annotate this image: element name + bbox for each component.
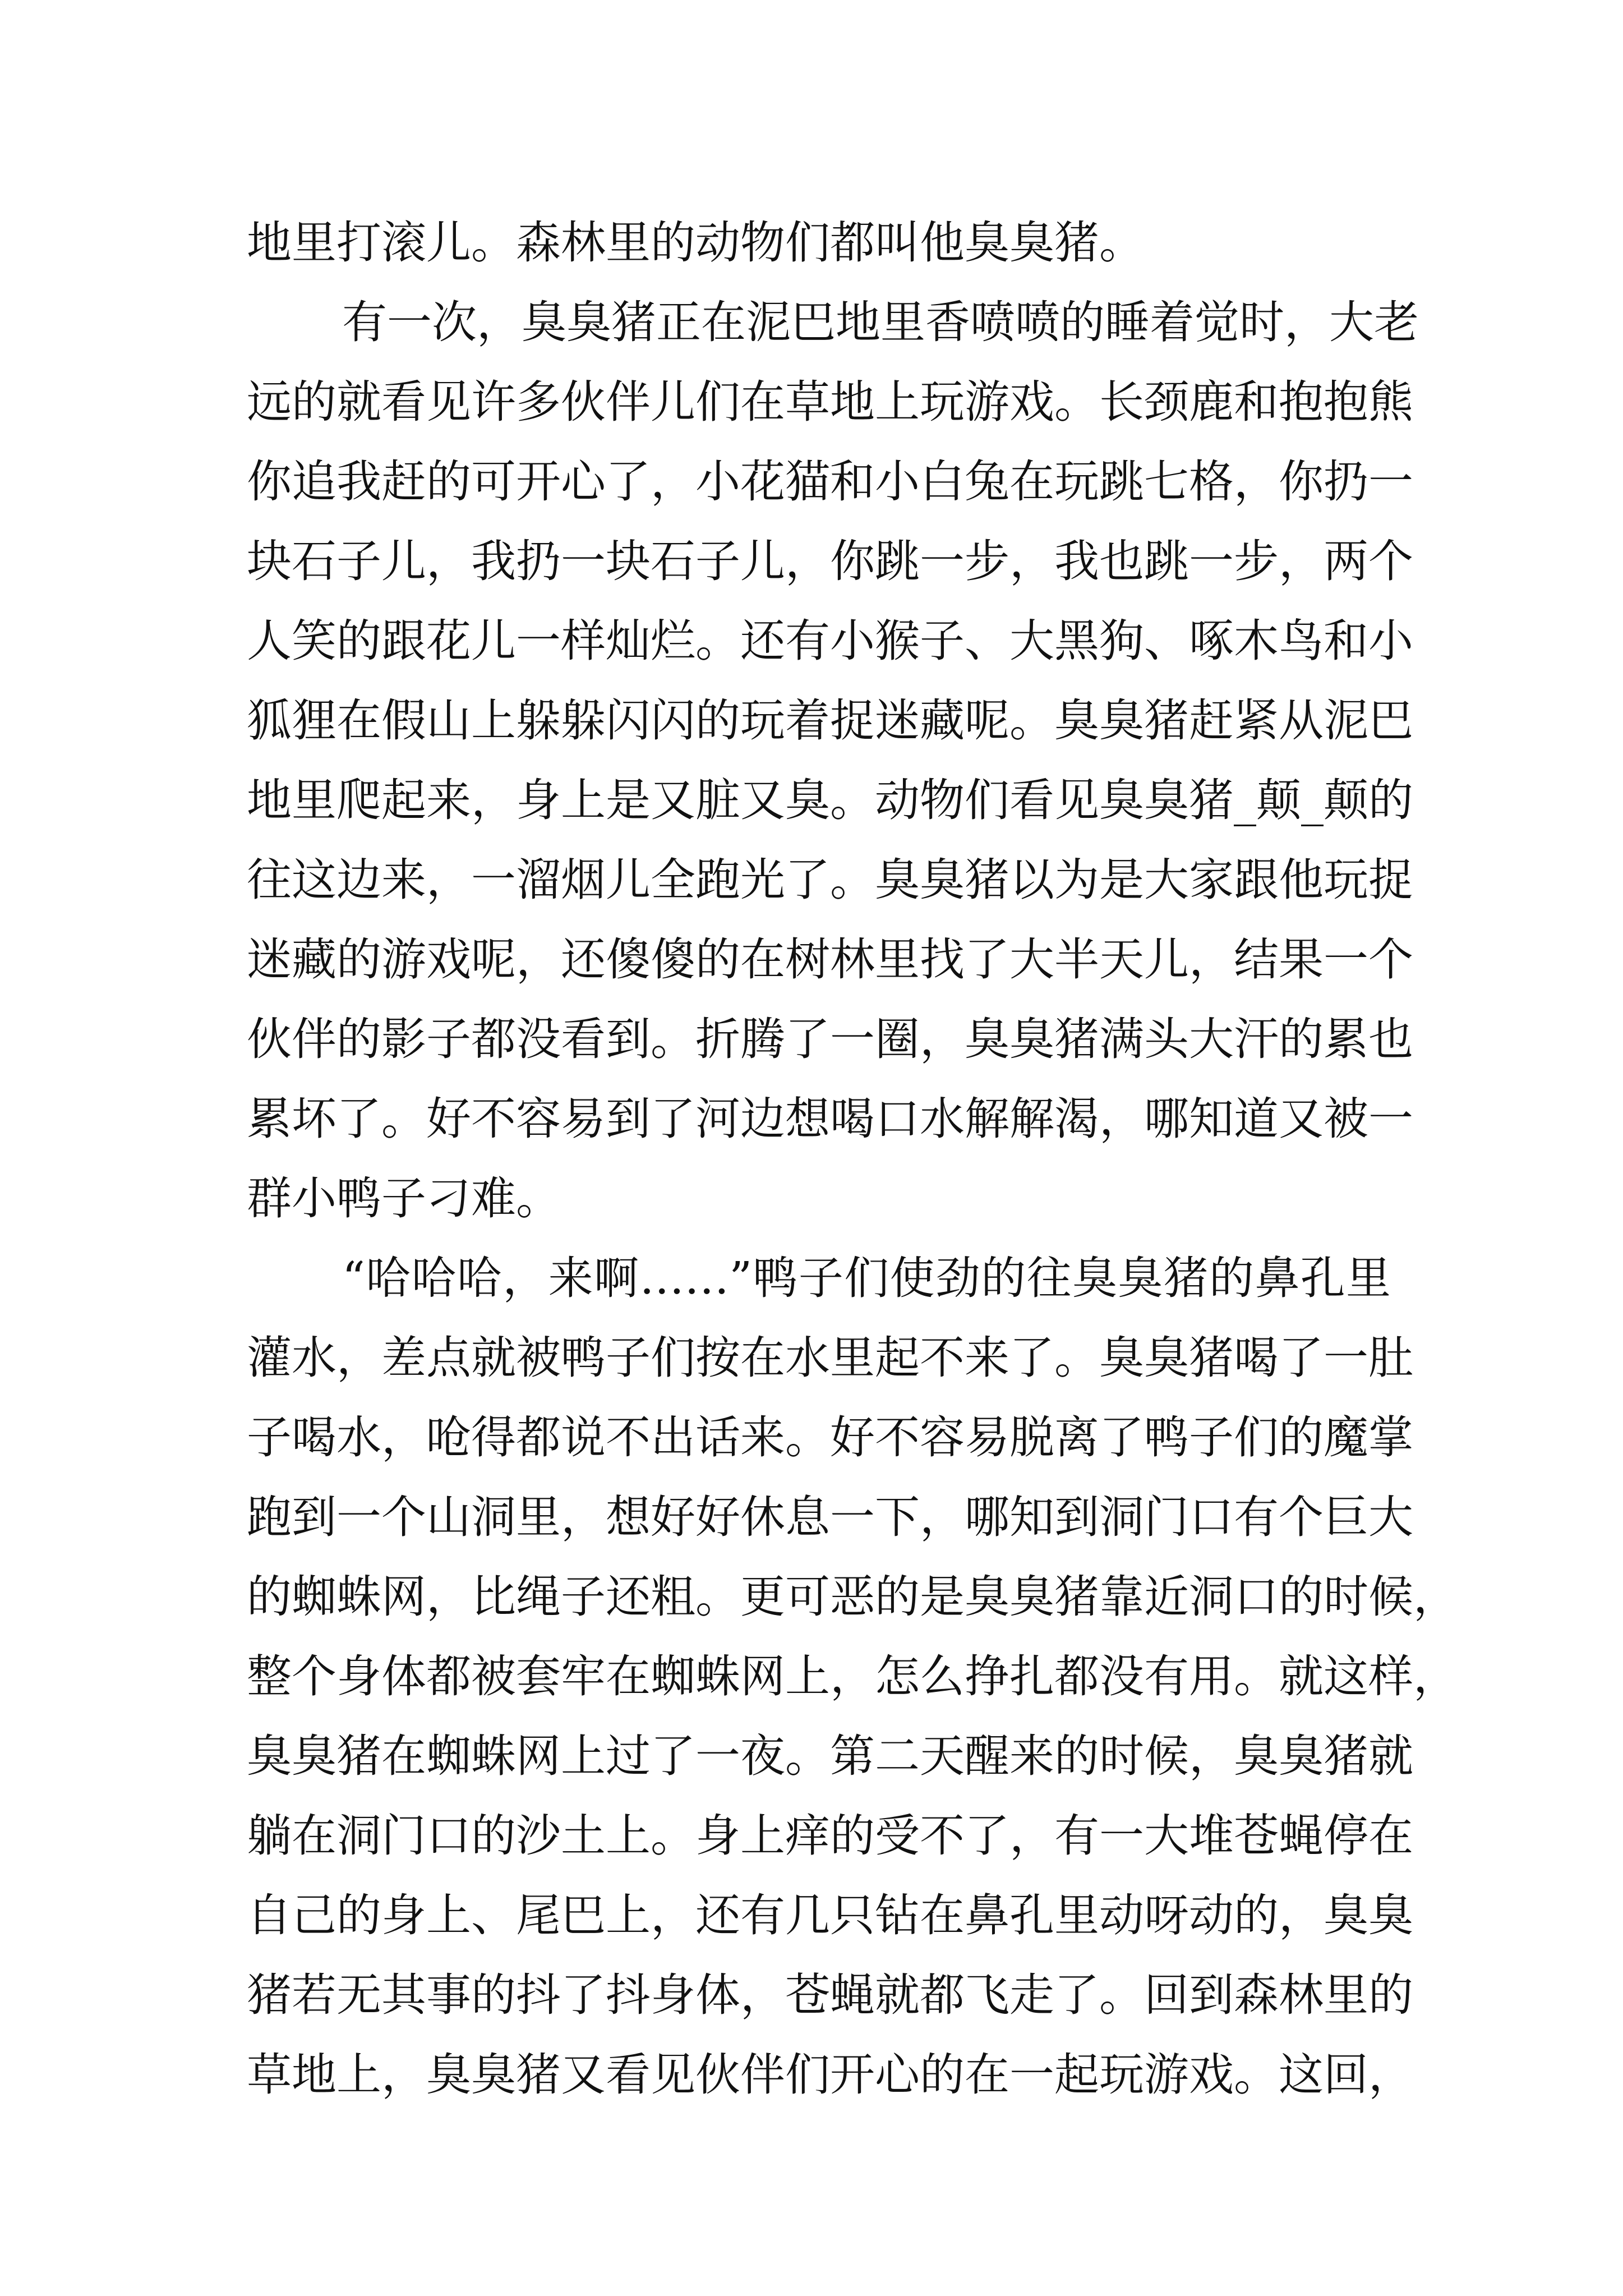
- text-line: 躺在洞门口的沙土上。身上痒的受不了，有一大堆苍蝇停在: [247, 1810, 1413, 1862]
- text-line: 臭臭猪在蜘蛛网上过了一夜。第二天醒来的时候，臭臭猪就: [247, 1730, 1413, 1782]
- text-line: 远的就看见许多伙伴儿们在草地上玩游戏。长颈鹿和抱抱熊: [247, 376, 1413, 428]
- text-line: 累坏了。好不容易到了河边想喝口水解解渴，哪知道又被一: [247, 1093, 1413, 1145]
- text-line: 有一次，臭臭猪正在泥巴地里香喷喷的睡着觉时，大老: [342, 296, 1419, 348]
- text-line: 猪若无其事的抖了抖身体，苍蝇就都飞走了。回到森林里的: [247, 1969, 1413, 2021]
- body-text: [247, 203, 1458, 2115]
- text-line: “哈哈哈，来啊……”鸭子们使劲的往臭臭猪的鼻孔里: [342, 1252, 1391, 1304]
- text-line: 块石子儿，我扔一块石子儿，你跳一步，我也跳一步，两个: [247, 535, 1413, 587]
- text-line: 狐狸在假山上躲躲闪闪的玩着捉迷藏呢。臭臭猪赶紧从泥巴: [247, 694, 1413, 747]
- text-line: 整个身体都被套牢在蜘蛛网上，怎么挣扎都没有用。就这样，: [247, 1650, 1458, 1703]
- text-line: 子喝水，呛得都说不出话来。好不容易脱离了鸭子们的魔掌: [247, 1411, 1413, 1464]
- text-line: 草地上，臭臭猪又看见伙伴们开心的在一起玩游戏。这回，: [247, 2049, 1413, 2101]
- text-line: 的蜘蛛网，比绳子还粗。更可恶的是臭臭猪靠近洞口的时候，: [247, 1571, 1458, 1623]
- text-line: 灌水，差点就被鸭子们按在水里起不来了。臭臭猪喝了一肚: [247, 1332, 1413, 1384]
- text-line: 地里打滚儿。森林里的动物们都叫他臭臭猪。: [247, 217, 1144, 269]
- text-line: 往这边来，一溜烟儿全跑光了。臭臭猪以为是大家跟他玩捉: [247, 854, 1413, 906]
- text-line: 地里爬起来，身上是又脏又臭。动物们看见臭臭猪_颠_颠的: [247, 774, 1413, 826]
- text-line: 伙伴的影子都没看到。折腾了一圈，臭臭猪满头大汗的累也: [247, 1013, 1413, 1065]
- text-line: 迷藏的游戏呢，还傻傻的在树林里找了大半天儿，结果一个: [247, 933, 1413, 986]
- text-line: 人笑的跟花儿一样灿烂。还有小猴子、大黑狗、啄木鸟和小: [247, 615, 1413, 667]
- text-line: 自己的身上、尾巴上，还有几只钻在鼻孔里动呀动的，臭臭: [247, 1889, 1413, 1941]
- text-line: 你追我赶的可开心了，小花猫和小白兔在玩跳七格，你扔一: [247, 455, 1413, 508]
- text-line: 群小鸭子刁难。: [247, 1172, 561, 1225]
- text-line: 跑到一个山洞里，想好好休息一下，哪知到洞门口有个巨大: [247, 1491, 1413, 1543]
